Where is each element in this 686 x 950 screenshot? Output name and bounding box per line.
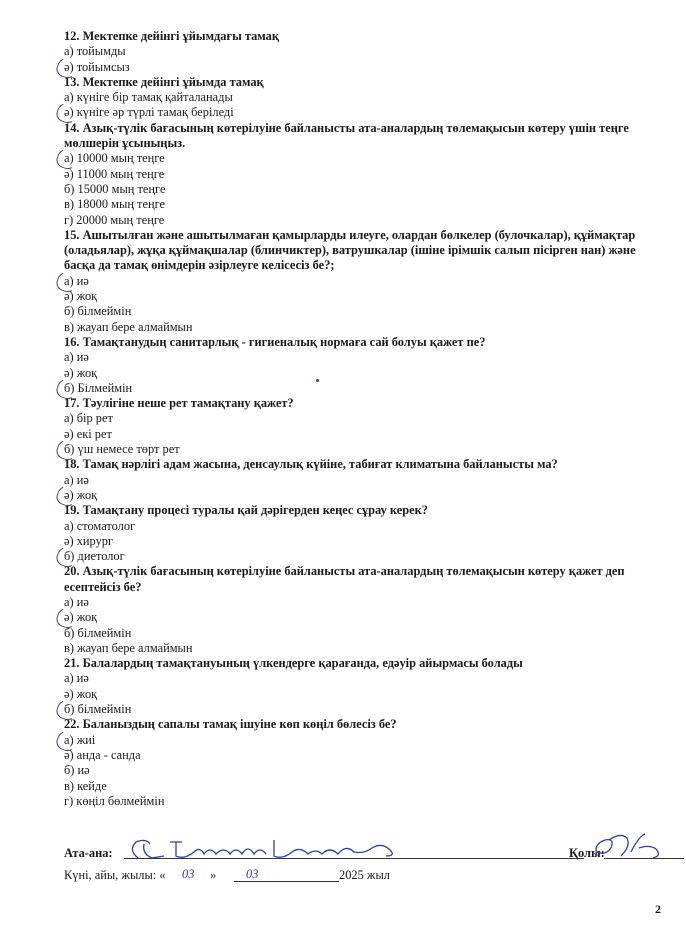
answer-option xyxy=(64,473,664,488)
answer-option xyxy=(64,549,664,564)
answer-option-label: а) иә xyxy=(64,671,89,686)
answer-option-label: б) білмеймін xyxy=(64,702,132,717)
question-text: 13. Мектепке дейінгі ұйымда тамақ xyxy=(64,74,264,89)
answer-option xyxy=(64,289,664,304)
answer-option xyxy=(64,197,664,212)
answer-option-label: в) жауап бере алмаймын xyxy=(64,319,193,334)
handwritten-signature xyxy=(591,830,671,862)
answer-option xyxy=(64,763,664,778)
answer-option-label: а) бір рет xyxy=(64,411,113,426)
question-text: 22. Баланыздың сапалы тамақ ішуіне көп көңіл бөлесіз бе? xyxy=(64,717,397,732)
question-text: 17. Тәулігіне неше рет тамақтану қажет? xyxy=(64,396,294,411)
question-text: 12. Мектепке дейінгі ұйымдағы тамақ xyxy=(64,29,279,43)
question-text: 19. Тамақтану процесі туралы қай дәрігерден кеңес сұрау керек? xyxy=(64,503,428,518)
answer-option-label: ә) екі рет xyxy=(64,426,112,441)
questionnaire-body xyxy=(64,29,664,809)
question-text: 21. Балалардың тамақтануының үлкендерге қарағанда, едәуір айырмасы болады xyxy=(64,656,523,671)
signature-label: Қолы: xyxy=(569,846,605,860)
answer-option-label: а) стоматолог xyxy=(64,518,136,533)
page-number: 2 xyxy=(655,902,661,916)
answer-option-label: б) иә xyxy=(64,763,90,778)
answer-option xyxy=(64,320,664,335)
answer-option xyxy=(64,90,664,105)
answer-option xyxy=(64,366,664,381)
date-close-quote: » xyxy=(210,868,217,882)
ink-dot xyxy=(316,379,319,382)
answer-option xyxy=(64,427,664,442)
answer-option-label: б) Білмеймін xyxy=(64,380,133,395)
answer-option-label: а) 10000 мың теңге xyxy=(64,151,165,166)
answer-option-label: б) білмеймін xyxy=(64,625,132,640)
answer-option xyxy=(64,44,664,59)
answer-option xyxy=(64,60,664,75)
answer-option-label: а) иә xyxy=(64,594,89,609)
answer-option xyxy=(64,488,664,503)
answer-option xyxy=(64,105,664,120)
parent-label: Ата-ана: xyxy=(64,846,113,860)
answer-option-label: в) 18000 мың теңге xyxy=(64,197,166,212)
answer-option xyxy=(64,641,664,656)
answer-option-label: а) күніге бір тамақ қайталанады xyxy=(64,90,233,105)
answer-option xyxy=(64,794,664,809)
date-month: 03 xyxy=(246,867,259,881)
answer-option-label: ә) жоқ xyxy=(64,686,98,701)
date-row xyxy=(64,868,664,888)
answer-option-label: ә) күніге әр түрлі тамақ беріледі xyxy=(64,105,234,120)
answer-option xyxy=(64,610,664,625)
answer-option xyxy=(64,779,664,794)
answer-option-label: б) білмеймін xyxy=(64,304,132,319)
answer-option xyxy=(64,519,664,534)
answer-option xyxy=(64,595,664,610)
answer-option xyxy=(64,671,664,686)
answer-option-label: ә) жоқ xyxy=(64,289,98,304)
question-text: 14. Азық-түлік бағасының көтерілуіне байланысты ата-аналардың төлемақысын көтеру үшін теңге мөлшерін ұсыныңыз. xyxy=(64,120,629,151)
question-text: 16. Тамақтанудың санитарлық - гигиеналық нормаға сай болуы қажет пе? xyxy=(64,334,486,349)
answer-option xyxy=(64,274,664,289)
date-day: 03 xyxy=(182,867,195,881)
answer-option xyxy=(64,687,664,702)
answer-option-label: а) иә xyxy=(64,350,89,365)
answer-option-label: б) 15000 мың теңге xyxy=(64,181,166,196)
answer-option-label: б) диетолог xyxy=(64,549,125,564)
answer-option-label: г) 20000 мың теңге xyxy=(64,212,165,227)
answer-option-label: ә) анда - санда xyxy=(64,747,141,762)
date-label: Күні, айы, жылы: « xyxy=(64,868,166,882)
answer-option-label: г) көңіл бөлмеймін xyxy=(64,793,165,808)
answer-option xyxy=(64,304,664,319)
answer-option-label: ә) хирург xyxy=(64,533,114,548)
question-text: 15. Ашытылған және ашытылмаған қамырларды илеуге, олардан бөлкелер (булочкалар), құймақтар (оладьялар), жұқа құймақшалар (блинчиктер), ватрушкалар (ішіне ірімшік салып пісірген нан) және басқа да тамақ өнімдерін әзірлеуге келісесіз бе?; xyxy=(64,227,636,273)
answer-option xyxy=(64,748,664,763)
handwritten-name xyxy=(124,836,424,864)
answer-option xyxy=(64,213,664,228)
answer-option-label: а) иә xyxy=(64,472,89,487)
answer-option-label: ә) жоқ xyxy=(64,610,98,625)
answer-option xyxy=(64,381,664,396)
answer-option xyxy=(64,350,664,365)
answer-option-label: ә) тойымсыз xyxy=(64,59,130,74)
answer-option xyxy=(64,167,664,182)
answer-option xyxy=(64,442,664,457)
year-text: 2025 жыл xyxy=(339,868,390,882)
answer-option-label: а) тойымды xyxy=(64,44,126,59)
answer-option-label: в) кейде xyxy=(64,778,107,793)
answer-option-label: а) иә xyxy=(64,273,89,288)
answer-option-label: в) жауап бере алмаймын xyxy=(64,640,193,655)
answer-option xyxy=(64,411,664,426)
question-text: 18. Тамақ нәрлігі адам жасына, денсаулық күйіне, табиғат климатына байланысты ма? xyxy=(64,457,558,472)
question-text: 20. Азық-түлік бағасының көтерілуіне байланысты ата-аналардың төлемақысын көтеру қажет деп есептейсіз бе? xyxy=(64,564,625,594)
answer-option xyxy=(64,151,664,166)
answer-option-label: а) жиі xyxy=(64,732,96,747)
answer-option xyxy=(64,733,664,748)
answer-option-label: б) үш немесе төрт рет xyxy=(64,442,180,457)
parent-signature-row xyxy=(64,842,664,864)
answer-option-label: ә) жоқ xyxy=(64,365,98,380)
answer-option xyxy=(64,626,664,641)
answer-option xyxy=(64,534,664,549)
answer-option xyxy=(64,182,664,197)
answer-option-label: ә) жоқ xyxy=(64,487,98,502)
answer-option-label: ә) 11000 мың теңге xyxy=(64,166,165,181)
answer-option xyxy=(64,702,664,717)
